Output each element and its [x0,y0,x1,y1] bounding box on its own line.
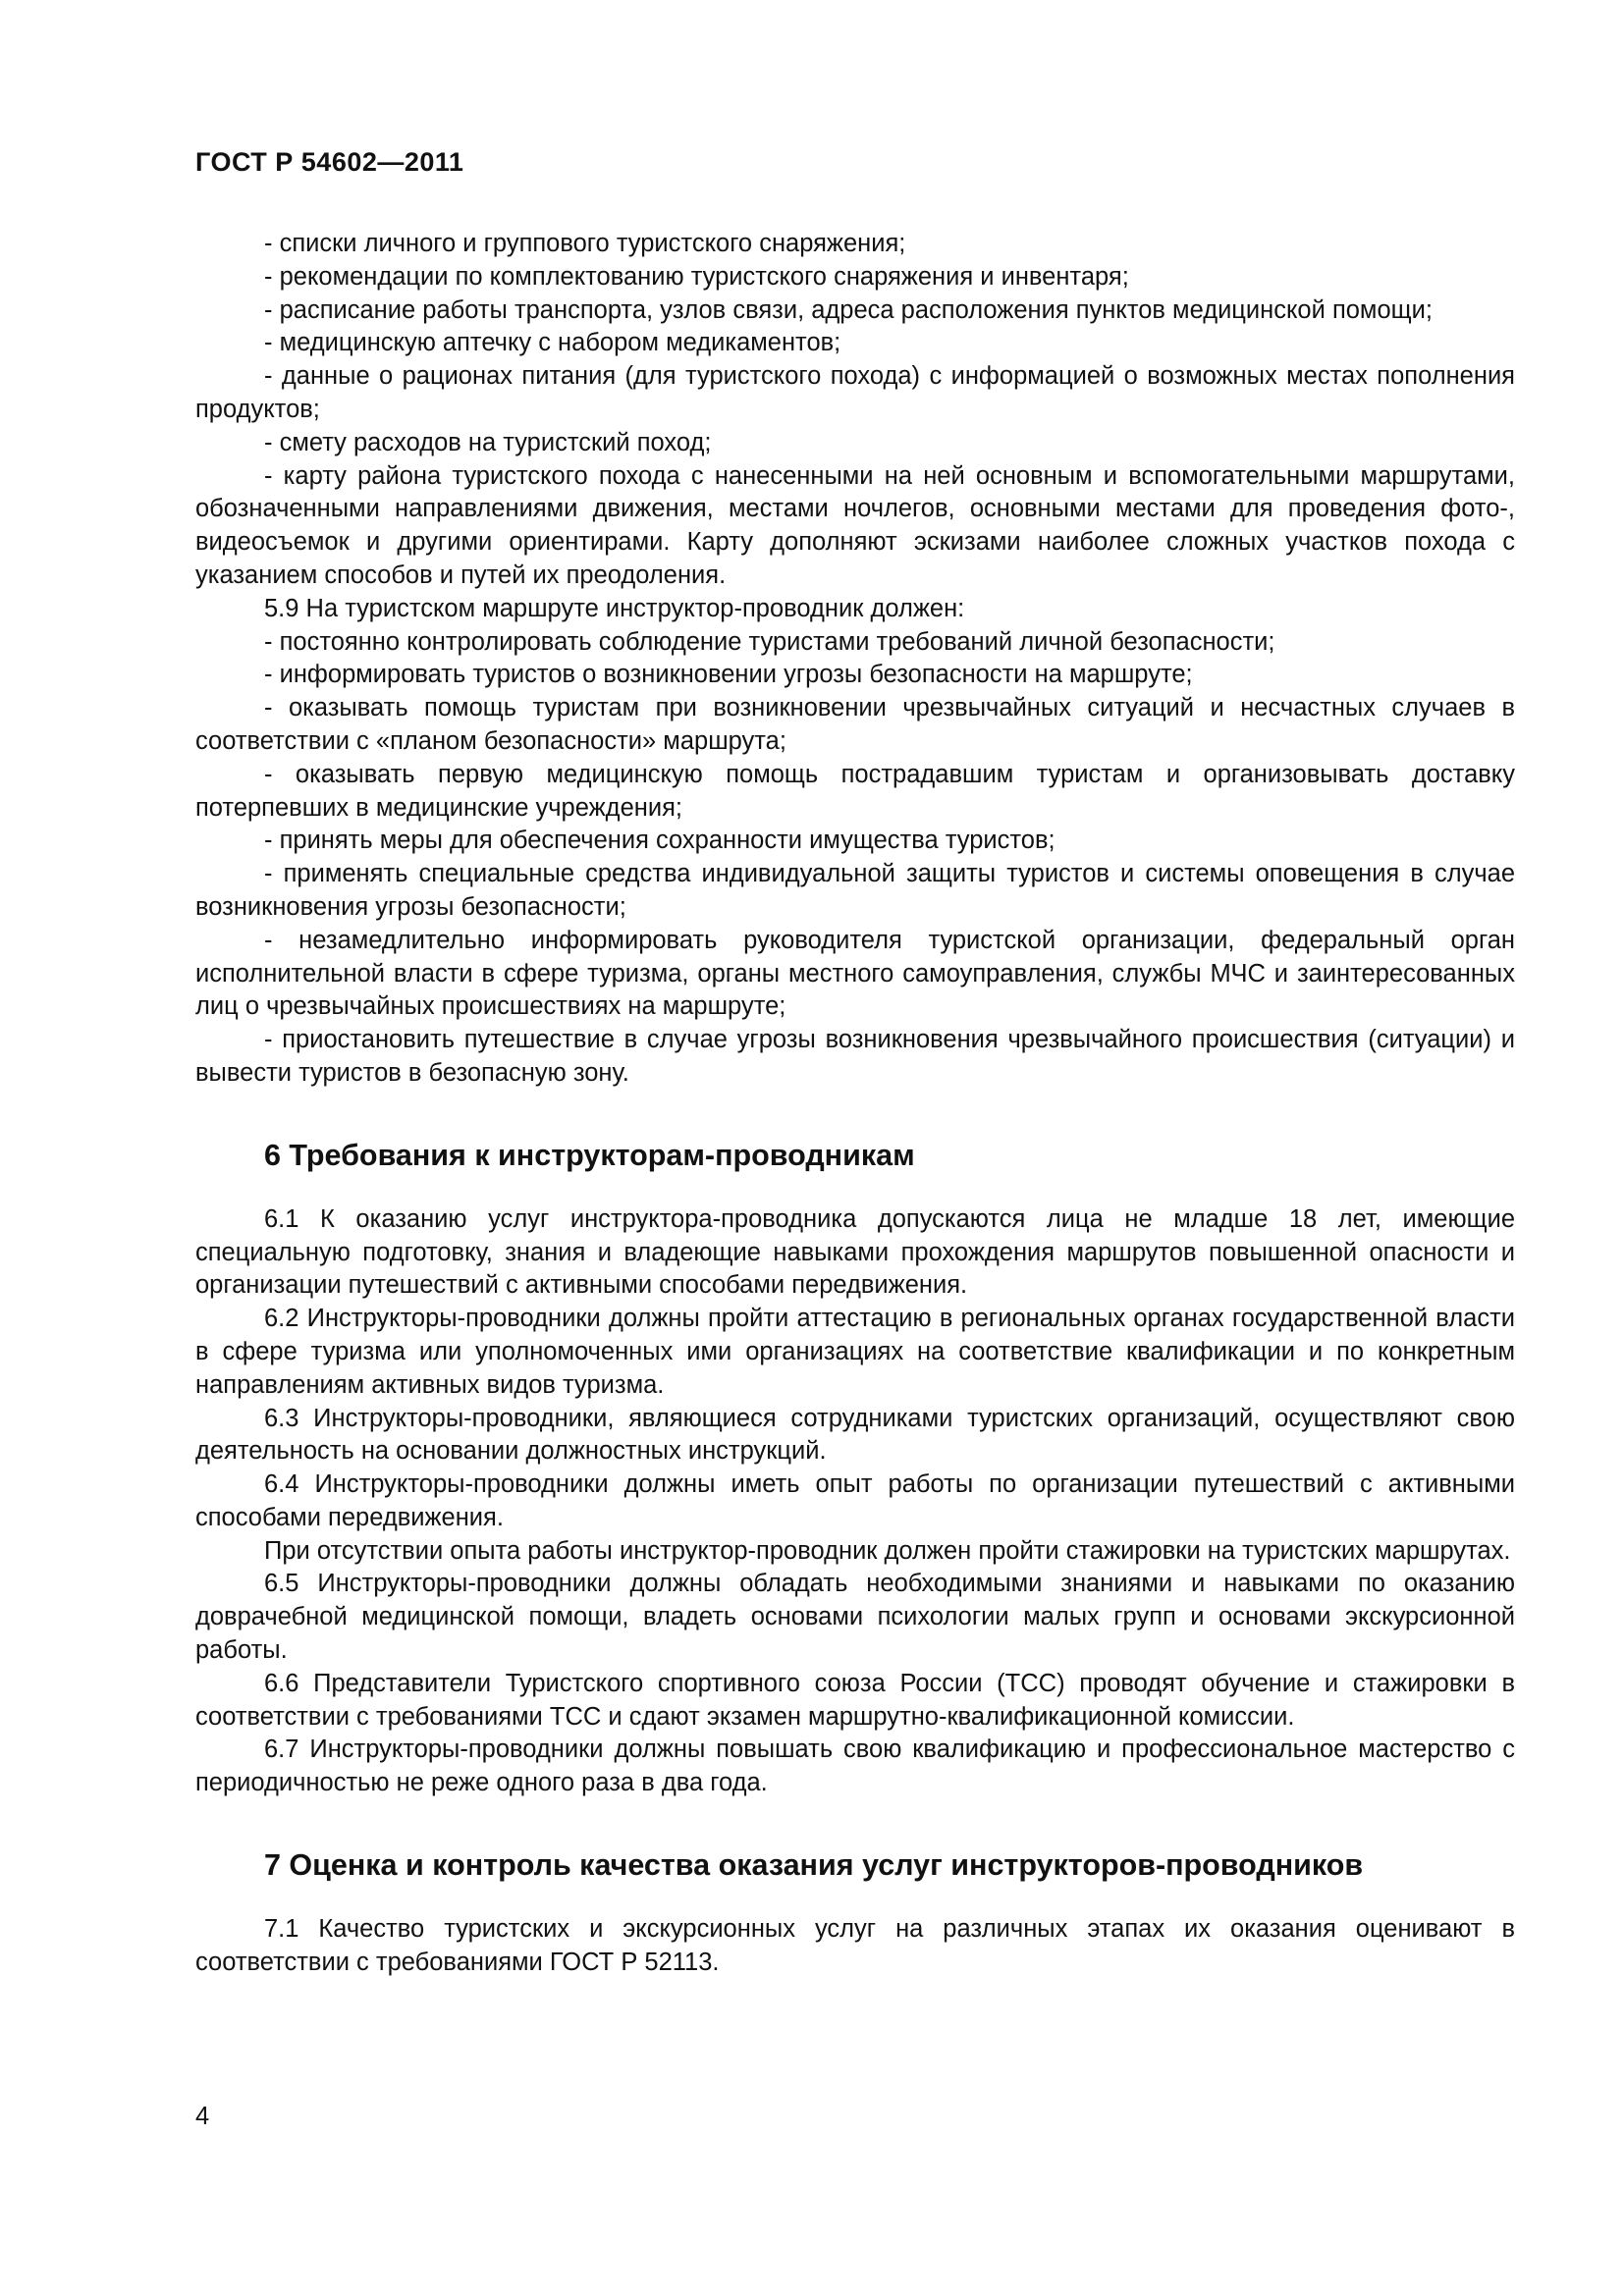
paragraph: 7.1 Качество туристских и экскурсионных услуг на различных этапах их оказания оценивают в соответствии с требованиями ГОСТ Р 52113. [195,1915,1515,1976]
list-item: - медицинскую аптечку с набором медикаментов; [264,329,841,357]
paragraph: 6.4 Инструкторы-проводники должны иметь опыт работы по организации путешествий с активными способами передвижения. [195,1470,1515,1531]
list-item: - рекомендации по комплектованию туристского снаряжения и инвентаря; [264,262,1129,291]
list-item: - смету расходов на туристский поход; [264,428,712,456]
paragraph: 6.7 Инструкторы-проводники должны повышать свою квалификацию и профессиональное мастерство с периодичностью не реже одного раза в два года. [195,1735,1515,1797]
clause-5-9-intro: 5.9 На туристском маршруте инструктор-проводник должен: [264,594,965,622]
document-header: ГОСТ Р 54602—2011 [195,147,464,177]
list-item: - незамедлительно информировать руководителя туристской организации, федеральный орган исполнительной власти в сфере туризма, органы местного самоуправления, службы МЧС и заинтересованных лиц о чрезвычайных происшествиях на маршруте; [195,926,1515,1021]
list-item: - оказывать первую медицинскую помощь пострадавшим туристам и организовывать доставку потерпевших в медицинские учреждения; [195,760,1515,822]
paragraph: 6.2 Инструкторы-проводники должны пройти аттестацию в региональных органах государственной власти в сфере туризма или уполномоченных ими организациях на соответствие квалификации и по конкретным направлениям активных видов туризма. [195,1305,1515,1399]
list-item: - информировать туристов о возникновении угрозы безопасности на маршруте; [264,661,1193,689]
list-item: - принять меры для обеспечения сохранности имущества туристов; [264,827,1056,855]
paragraph: При отсутствии опыта работы инструктор-проводник должен пройти стажировки на туристских маршрутах. [264,1536,1511,1565]
section-6-title: 6 Требования к инструкторам-проводникам [264,1138,915,1172]
document-body [195,228,1515,1980]
list-item: - оказывать помощь туристам при возникновении чрезвычайных ситуаций и несчастных случаев в соответствии с «планом безопасности» маршрута; [195,694,1515,755]
paragraph: 6.1 К оказанию услуг инструктора-проводника допускаются лица не младше 18 лет, имеющие специальную подготовку, знания и владеющие навыками прохождения маршрутов повышенной опасности и организации путешествий с активными способами передвижения. [195,1204,1515,1300]
list-item: - данные о рационах питания (для туристского похода) с информацией о возможных местах пополнения продуктов; [195,362,1515,423]
list-item: - приостановить путешествие в случае угрозы возникновения чрезвычайного происшествия (ситуации) и вывести туристов в безопасную зону. [195,1026,1515,1087]
list-item: - постоянно контролировать соблюдение туристами требований личной безопасности; [264,627,1275,656]
paragraph: 6.5 Инструкторы-проводники должны обладать необходимыми знаниями и навыками по оказанию доврачебной медицинской помощи, владеть основами психологии малых групп и основами экскурсионной работы. [195,1570,1515,1665]
section-7-title: 7 Оценка и контроль качества оказания услуг инструкторов-проводников [264,1848,1364,1883]
paragraph: 6.6 Представители Туристского спортивного союза России (ТСС) проводят обучение и стажировки в соответствии с требованиями ТСС и сдают экзамен маршрутно-квалификационной комиссии. [195,1669,1515,1731]
list-item: - расписание работы транспорта, узлов связи, адреса расположения пунктов медицинской помощи; [264,295,1433,324]
paragraph: 6.3 Инструкторы-проводники, являющиеся сотрудниками туристских организаций, осуществляют свою деятельность на основании должностных инструкций. [195,1404,1515,1466]
list-item: - списки личного и группового туристского снаряжения; [264,230,906,257]
list-item: - применять специальные средства индивидуальной защиты туристов и системы оповещения в случае возникновения угрозы безопасности; [195,860,1515,921]
list-item: - карту района туристского похода с нанесенными на ней основным и вспомогательными маршрутами, обозначенными направлениями движения, местами ночлегов, основными местами для проведения фото-, видеосъемок и другими ориентирами. Карту дополняют эскизами наиболее сложных участков похода с указанием способов и путей их преодоления. [195,461,1515,589]
page-number: 4 [195,2103,210,2130]
